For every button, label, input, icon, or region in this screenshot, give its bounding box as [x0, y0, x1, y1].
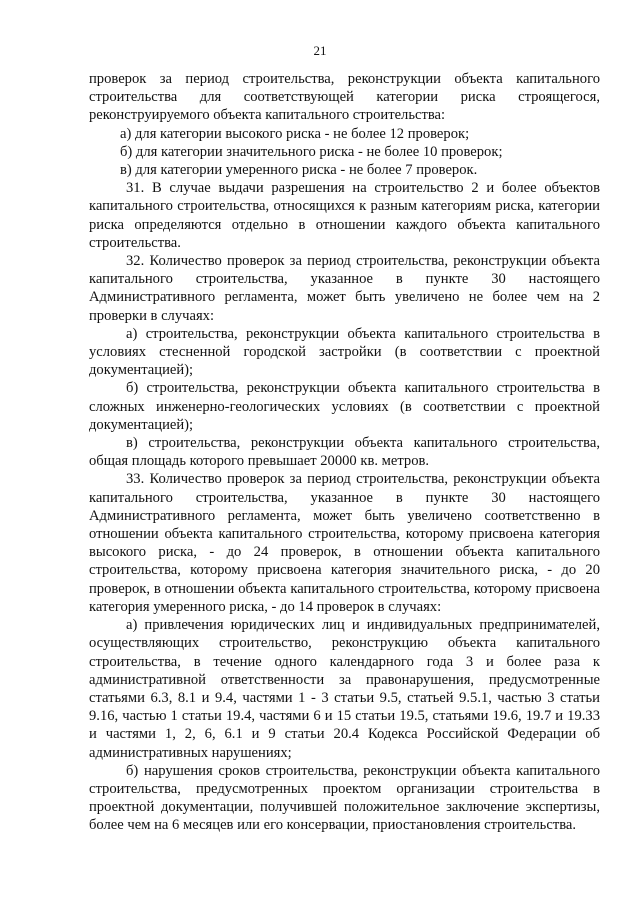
paragraph-32-item-c: в) строительства, реконструкции объекта капитального строительства, общая площадь которого превышает 20000 кв. метров.	[89, 435, 600, 470]
document-body	[89, 70, 600, 835]
list-item-c: в) для категории умеренного риска - не более 7 проверок.	[120, 162, 478, 179]
paragraph-32-item-b: б) строительства, реконструкции объекта капитального строительства в сложных инженерно-геологических условиях (в соответствии с проектной документацией);	[89, 380, 600, 433]
paragraph-33: 33. Количество проверок за период строительства, реконструкции объекта капитального строительства, указанное в пункте 30 настоящего Административного регламента, может быть увеличено соответственно в отношении объекта капитального строительства, которому присвоена категория высокого риска, - до 24 проверок, в отношении объекта капитального строительства, которому присвоена категория значительного риска, - до 20 проверок, в отношении объекта капитального строительства, которому присвоена категория умеренного риска, - до 14 проверок в случаях:	[89, 471, 600, 615]
paragraph-33-item-b: б) нарушения сроков строительства, реконструкции объекта капитального строительства, предусмотренных проектом организации строительства в проектной документации, получившей положительное заключение экспертизы, более чем на 6 месяцев или его консервации, приостановления строительства.	[89, 762, 600, 834]
paragraph-31: 31. В случае выдачи разрешения на строительство 2 и более объектов капитального строительства, относящихся к разным категориям риска, категории риска определяются отдельно в отношении каждого объекта капитального строительства.	[89, 180, 600, 251]
paragraph-continuation: проверок за период строительства, реконструкции объекта капитального строительства для соответствующей категории риска строящегося, реконструируемого объекта капитального строительства:	[89, 71, 600, 124]
paragraph-32-item-a: а) строительства, реконструкции объекта капитального строительства в условиях стесненной городской застройки (в соответствии с проектной документацией);	[89, 325, 600, 379]
paragraph-32: 32. Количество проверок за период строительства, реконструкции объекта капитального строительства, указанное в пункте 30 настоящего Административного регламента, может быть увеличено не более чем на 2 проверки в случаях:	[89, 253, 600, 324]
paragraph-33-item-a: а) привлечения юридических лиц и индивидуальных предпринимателей, осуществляющих строительство, реконструкцию объекта капитального строительства, в течение одного календарного года 3 и более раза к административной ответственности за правонарушения, предусмотренные статьями 6.3, 8.1 и 9.4, частями 1 - 3 статьи 9.5, статьей 9.5.1, частью 3 статьи 9.16, частью 1 статьи 19.4, частями 6 и 15 статьи 19.5, статьями 19.6, 19.7 и 19.33 и частями 1, 2, 6, 6.1 и 9 статьи 20.4 Кодекса Российской Федерации об административных нарушениях;	[89, 617, 600, 761]
page-number: 21	[313, 43, 327, 58]
list-item-b: б) для категории значительного риска - не более 10 проверок;	[120, 143, 503, 160]
list-item-a: а) для категории высокого риска - не более 12 проверок;	[120, 125, 470, 142]
